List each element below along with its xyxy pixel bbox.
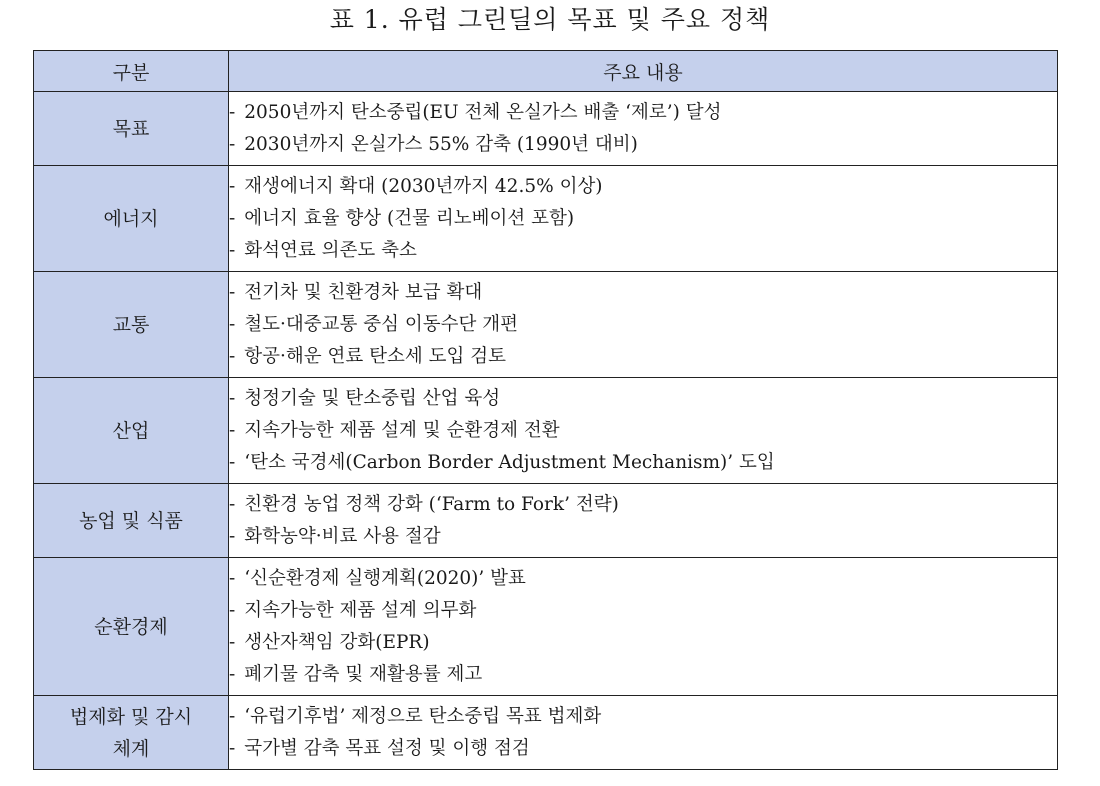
list-item: - 철도·대중교통 중심 이동수단 개편 xyxy=(229,313,518,335)
list-item: - 생산자책임 강화(EPR) xyxy=(229,631,430,653)
list-item: - 2050년까지 탄소중립(EU 전체 온실가스 배출 ‘제로’) 달성 xyxy=(229,101,722,123)
list-item: - 재생에너지 확대 (2030년까지 42.5% 이상) xyxy=(229,175,603,197)
list-item: - 화석연료 의존도 축소 xyxy=(229,239,417,261)
row-content xyxy=(229,272,1058,378)
list-item: - 국가별 감축 목표 설정 및 이행 점검 xyxy=(229,737,530,759)
row-category: 농업 및 식품 xyxy=(34,484,229,558)
row-content xyxy=(229,484,1058,558)
table-row-goal xyxy=(34,92,1058,166)
table-row-agriculture xyxy=(34,484,1058,558)
list-item: - 지속가능한 제품 설계 의무화 xyxy=(229,599,477,621)
list-item: - ‘신순환경제 실행계획(2020)’ 발표 xyxy=(229,567,526,589)
policy-table xyxy=(33,50,1058,770)
row-category: 법제화 및 감시 체계 xyxy=(34,696,229,770)
row-content xyxy=(229,696,1058,770)
table-header-row xyxy=(34,51,1058,92)
table-title: 표 1. 유럽 그린딜의 목표 및 주요 정책 xyxy=(329,5,771,34)
row-category: 에너지 xyxy=(34,166,229,272)
list-item: - 항공·해운 연료 탄소세 도입 검토 xyxy=(229,345,506,367)
row-content xyxy=(229,166,1058,272)
list-item: - 친환경 농업 정책 강화 (‘Farm to Fork’ 전략) xyxy=(229,493,619,515)
row-category: 산업 xyxy=(34,378,229,484)
row-content xyxy=(229,92,1058,166)
table-row-transport xyxy=(34,272,1058,378)
list-item: - ‘탄소 국경세(Carbon Border Adjustment Mechanism)’ 도입 xyxy=(229,451,775,473)
row-category: 목표 xyxy=(34,92,229,166)
list-item: - 지속가능한 제품 설계 및 순환경제 전환 xyxy=(229,419,560,441)
list-item: - 2030년까지 온실가스 55% 감축 (1990년 대비) xyxy=(229,133,638,155)
header-content: 주요 내용 xyxy=(229,51,1058,92)
row-category: 교통 xyxy=(34,272,229,378)
list-item: - 화학농약·비료 사용 절감 xyxy=(229,525,441,547)
row-content xyxy=(229,558,1058,696)
row-content xyxy=(229,378,1058,484)
list-item: - 청정기술 및 탄소중립 산업 육성 xyxy=(229,387,501,409)
row-category: 순환경제 xyxy=(34,558,229,696)
table-row-energy xyxy=(34,166,1058,272)
table-row-legislation xyxy=(34,696,1058,770)
list-item: - 폐기물 감축 및 재활용률 제고 xyxy=(229,663,483,685)
list-item: - ‘유럽기후법’ 제정으로 탄소중립 목표 법제화 xyxy=(229,705,602,727)
table-row-circular-economy xyxy=(34,558,1058,696)
list-item: - 전기차 및 친환경차 보급 확대 xyxy=(229,281,483,303)
table-row-industry xyxy=(34,378,1058,484)
list-item: - 에너지 효율 향상 (건물 리노베이션 포함) xyxy=(229,207,575,229)
header-category: 구분 xyxy=(34,51,229,92)
